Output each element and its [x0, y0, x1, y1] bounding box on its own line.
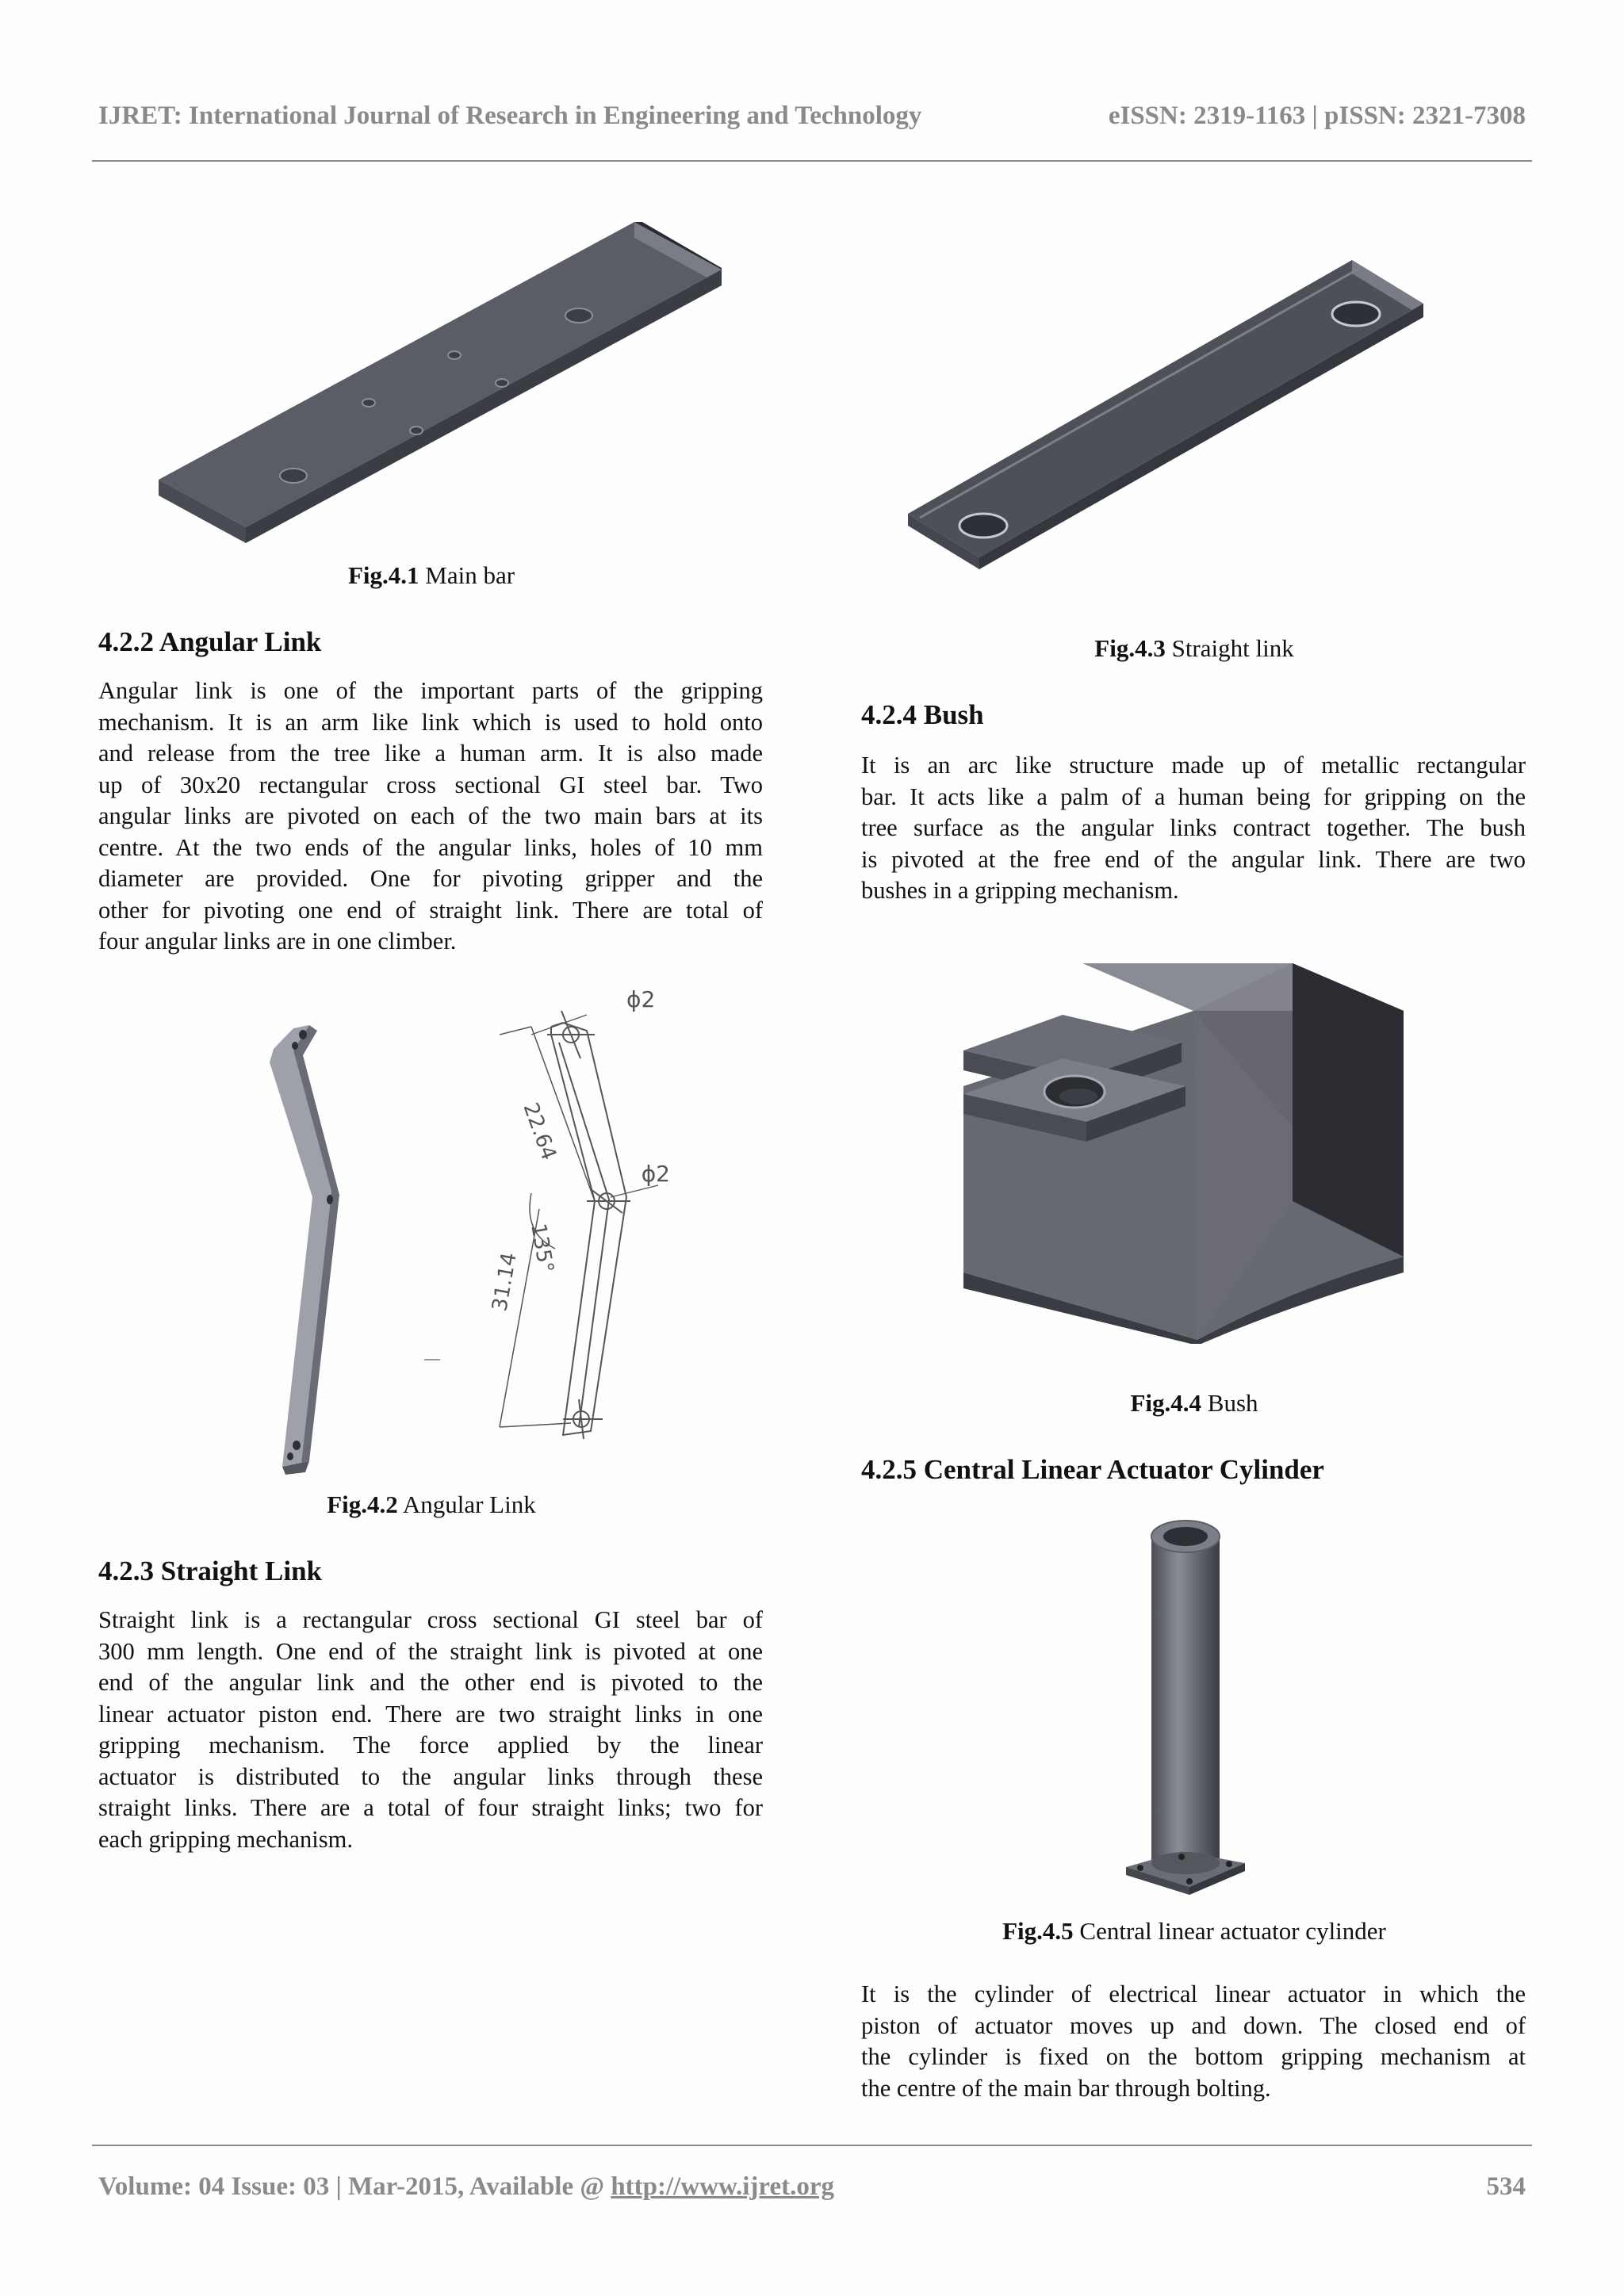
dimension-hole-mid: ϕ2 [641, 1161, 670, 1187]
caption-number: Fig.4.3 [1094, 634, 1166, 662]
caption-text: Main bar [419, 561, 515, 589]
caption-fig-4-5 [861, 1917, 1527, 1946]
text-line: other for pivoting one end of straight link. There are total of [98, 896, 763, 924]
footer-rule [92, 2145, 1532, 2146]
section-heading-angular-link: 4.2.2 Angular Link [98, 626, 322, 657]
section-heading-central-actuator: 4.2.5 Central Linear Actuator Cylinder [861, 1454, 1324, 1485]
caption-text: Angular Link [397, 1490, 536, 1518]
text-line: the centre of the main bar through bolting. [861, 2074, 1271, 2102]
text-line: four angular links are in one climber. [98, 928, 457, 955]
caption-number: Fig.4.5 [1002, 1917, 1074, 1945]
figure-bush [959, 939, 1411, 1344]
figure-actuator-cylinder [1118, 1514, 1253, 1903]
text-line: It is the cylinder of electrical linear actuator in which the [861, 1980, 1526, 2007]
issn-info: eISSN: 2319-1163 | pISSN: 2321-7308 [1108, 101, 1526, 130]
text-line: Straight link is a rectangular cross sectional GI steel bar of [98, 1606, 763, 1633]
paragraph-angular-link [98, 675, 763, 958]
text-line: is pivoted at the free end of the angular link. There are two [861, 845, 1526, 873]
caption-number: Fig.4.4 [1130, 1389, 1202, 1417]
volume-text: Volume: 04 Issue: 03 | Mar-2015, Available @ [98, 2172, 611, 2201]
paragraph-straight-link [98, 1605, 763, 1855]
text-line: diameter are provided. One for pivoting gripper and the [98, 865, 763, 892]
section-heading-bush: 4.2.4 Bush [861, 699, 984, 730]
paragraph-central-actuator [861, 1979, 1526, 2104]
figure-main-bar [151, 214, 722, 555]
dimension-length-bottom: 31.14 [488, 1250, 522, 1314]
caption-number: Fig.4.1 [347, 561, 419, 589]
header-rule [92, 160, 1532, 162]
text-line: 300 mm length. One end of the straight link is pivoted at one [98, 1637, 763, 1665]
paragraph-bush [861, 750, 1526, 907]
text-line: tree surface as the angular links contract together. The bush [861, 814, 1526, 841]
text-line: Angular link is one of the important parts of the gripping [98, 677, 763, 704]
text-line: the cylinder is fixed on the bottom gripping mechanism at [861, 2043, 1526, 2070]
journal-title: IJRET: International Journal of Research in Engineering and Technology [98, 101, 922, 130]
text-line: up of 30x20 rectangular cross sectional GI steel bar. Two [98, 771, 763, 798]
caption-text: Straight link [1165, 634, 1294, 662]
text-line: piston of actuator moves up and down. The closed end of [861, 2011, 1526, 2039]
caption-fig-4-1 [98, 561, 764, 590]
text-line: bar. It acts like a palm of a human being for gripping on the [861, 783, 1526, 810]
caption-fig-4-2 [98, 1490, 764, 1519]
section-heading-straight-link: 4.2.3 Straight Link [98, 1556, 322, 1586]
text-line: It is an arc like structure made up of metallic rectangular [861, 752, 1526, 779]
caption-fig-4-3 [861, 634, 1527, 663]
text-line: bushes in a gripping mechanism. [861, 877, 1179, 904]
figure-angular-link [214, 987, 674, 1475]
text-line: each gripping mechanism. [98, 1825, 353, 1853]
journal-link[interactable]: http://www.ijret.org [611, 2172, 834, 2201]
text-line: straight links. There are a total of four straight links; two for [98, 1794, 763, 1821]
text-line: gripping mechanism. The force applied by the linear [98, 1732, 763, 1758]
text-line: angular links are pivoted on each of the two main bars at its [98, 802, 763, 829]
text-line: centre. At the two ends of the angular links, holes of 10 mm [98, 833, 763, 861]
caption-text: Central linear actuator cylinder [1073, 1917, 1386, 1945]
text-line: linear actuator piston end. There are two straight links in one [98, 1700, 763, 1728]
page-header [98, 94, 1526, 141]
caption-fig-4-4 [861, 1389, 1527, 1418]
text-line: mechanism. It is an arm like link which is used to hold onto [98, 708, 763, 736]
page-footer [98, 2164, 1526, 2212]
page-number: 534 [1486, 2172, 1526, 2201]
caption-number: Fig.4.2 [327, 1490, 398, 1518]
dimension-hole-top: ϕ2 [626, 987, 656, 1012]
volume-info [98, 2172, 834, 2202]
text-line: end of the angular link and the other end is pivoted to the [98, 1669, 763, 1696]
figure-straight-link [904, 252, 1427, 569]
text-line: and release from the tree like a human arm. It is also made [98, 740, 763, 767]
dimension-length-top: 22.64 [518, 1100, 561, 1164]
caption-text: Bush [1201, 1389, 1258, 1417]
text-line: actuator is distributed to the angular links through these [98, 1762, 763, 1790]
dimension-angle: 135° [526, 1222, 558, 1275]
